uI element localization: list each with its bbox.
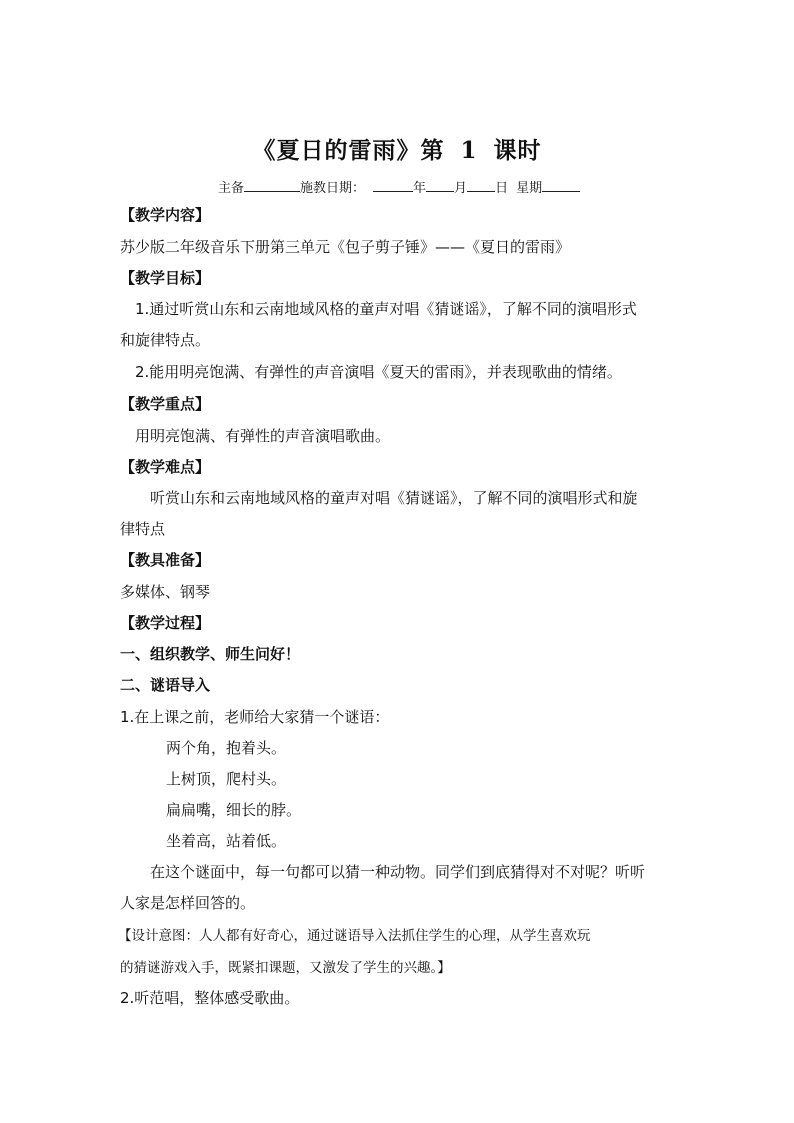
riddle-line-4: 坐着高，站着低。 — [166, 832, 287, 850]
goal-1-line-2: 和旋律特点。 — [120, 331, 211, 349]
difficulties-line-2: 律特点 — [120, 520, 166, 538]
meta-weekday-label: 星期 — [516, 181, 543, 196]
day-blank[interactable] — [467, 179, 495, 192]
title-prefix: 《夏日的雷雨》第 — [252, 137, 445, 164]
design-intent-line-2: 的猜谜游戏入手，既紧扣课题，又激发了学生的兴趣。】 — [120, 960, 451, 976]
difficulties-line-1: 听赏山东和云南地域风格的童声对唱《猜谜谣》，了解不同的演唱形式和旋 — [150, 489, 638, 507]
month-blank[interactable] — [426, 179, 454, 192]
riddle-intro: 1.在上课之前，老师给大家猜一个谜语： — [120, 708, 390, 726]
year-blank[interactable] — [373, 179, 413, 192]
meta-day-label: 日 — [495, 181, 509, 196]
meta-year-label: 年 — [413, 181, 427, 196]
riddle-line-3: 扁扁嘴，细长的脖。 — [166, 801, 302, 819]
meta-date-label: 施教日期： — [300, 181, 366, 196]
riddle-line-1: 两个角，抱着头。 — [166, 739, 287, 757]
title-suffix: 课时 — [493, 137, 542, 164]
weekday-blank[interactable] — [542, 179, 580, 192]
paragraph-line-1: 在这个谜面中，每一句都可以猜一种动物。同学们到底猜得对不对呢？听听 — [150, 863, 646, 881]
page-title — [0, 132, 794, 165]
design-intent-line-1: 【设计意图：人人都有好奇心，通过谜语导入法抓住学生的心理，从学生喜欢玩 — [118, 928, 591, 944]
preparer-blank[interactable] — [244, 179, 300, 192]
meta-preparer-label: 主备 — [218, 181, 245, 196]
goal-1-line-1: 1.通过听赏山东和云南地域风格的童声对唱《猜谜谣》，了解不同的演唱形式 — [135, 300, 637, 318]
step-2-heading: 二、谜语导入 — [120, 676, 211, 694]
section-heading-content: 【教学内容】 — [120, 206, 211, 224]
riddle-line-2: 上树顶，爬村头。 — [166, 770, 287, 788]
section-heading-difficulties: 【教学难点】 — [120, 458, 211, 476]
key-points-text: 用明亮饱满、有弹性的声音演唱歌曲。 — [135, 427, 391, 445]
section-heading-process: 【教学过程】 — [120, 614, 211, 632]
paragraph-line-2: 人家是怎样回答的。 — [120, 894, 256, 912]
lesson-number: 1 — [460, 137, 478, 164]
listen-step: 2.听范唱，整体感受歌曲。 — [120, 989, 300, 1007]
goal-2: 2.能用明亮饱满、有弹性的声音演唱《夏天的雷雨》，并表现歌曲的情绪。 — [135, 363, 622, 381]
section-heading-key-points: 【教学重点】 — [120, 395, 211, 413]
meta-line — [218, 177, 580, 196]
section-heading-tools: 【教具准备】 — [120, 551, 211, 569]
content-text: 苏少版二年级音乐下册第三单元《包子剪子锤》——《夏日的雷雨》 — [120, 238, 571, 256]
step-1-heading: 一、组织教学、师生问好！ — [120, 645, 301, 663]
tools-text: 多媒体、钢琴 — [120, 583, 211, 601]
section-heading-goals: 【教学目标】 — [120, 269, 211, 287]
meta-month-label: 月 — [454, 181, 468, 196]
